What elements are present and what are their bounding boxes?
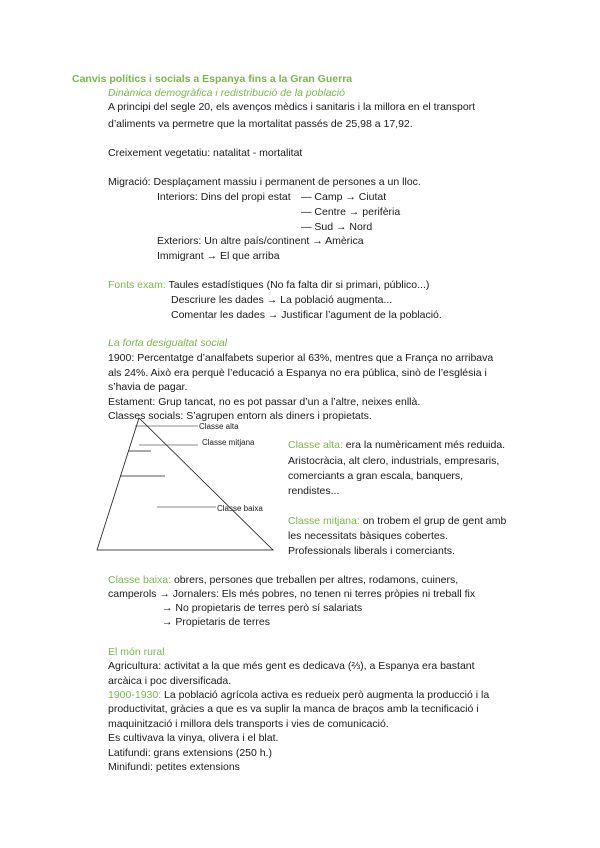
migracio-interiors-label: Interiors: Dins del propi estat	[157, 191, 291, 203]
migracio-interiors-item: — Sud → Nord	[301, 221, 373, 233]
page-title: Canvis polítics i socials a Espanya fins a la Gran Guerra	[72, 73, 353, 85]
classe-baixa-line-2: camperols → Jornalers: Els més pobres, no tenen ni terres pròpies ni treball fix	[108, 588, 476, 600]
classe-mitjana-line: les necessitats bàsiques cobertes.	[288, 530, 448, 542]
forta-line: s’havia de pagar.	[108, 381, 188, 393]
fonts-exam-text: Taules estadístiques (No fa falta dir si primari, público...)	[165, 279, 430, 291]
classe-alta-line: comerciants a gran escala, banquers,	[288, 470, 464, 482]
classe-alta-text: era la numèricament més reduida.	[342, 439, 506, 451]
classe-mitjana-line	[288, 514, 506, 528]
pyramid-label-baixa: Classe baixa	[217, 504, 263, 513]
classe-alta-label: Classe alta:	[288, 439, 343, 451]
classe-mitjana-label: Classe mitjana:	[288, 515, 360, 527]
period-text: La població agrícola activa es redueix però augmenta la producció i la	[161, 689, 490, 701]
migracio-exteriors: Exteriors: Un altre país/continent → Amèrica	[157, 235, 364, 247]
classe-alta-line: Aristocràcia, alt clero, industrials, empresaris,	[288, 455, 500, 467]
period-label: 1900-1930:	[108, 689, 162, 701]
cultivava-line: Es cultivava la vinya, olivera i el blat.	[108, 732, 279, 744]
migracio-immigrant: Immigrant → El que arriba	[157, 250, 280, 262]
classe-baixa-line-4: → Propietaris de terres	[162, 616, 270, 628]
classe-alta-line	[288, 438, 505, 452]
forta-line: Estament: Grup tancat, no es pot passar d’un a l’altre, neixes enllà.	[108, 396, 421, 408]
pyramid-label-mitjana: Classe mitjana	[202, 438, 255, 447]
classe-baixa-line-3: → No propietaris de terres però sí salariats	[162, 602, 363, 614]
section-subtitle: Dinàmica demogràfica i redistribució de la població	[108, 87, 345, 99]
forta-line: 1900: Percentatge d’analfabets superior al 63%, mentres que a França no arribava	[108, 352, 494, 364]
classe-alta-line: rendistes...	[288, 485, 340, 497]
migracio-interiors-item: — Camp → Ciutat	[301, 191, 387, 203]
agricultura-line-2: arcàica i poc diversificada.	[108, 675, 232, 687]
classe-baixa-text: obrers, persones que treballen per altres, rodamons, cuiners,	[171, 574, 459, 586]
mon-rural-heading: El món rural	[108, 646, 165, 658]
classe-baixa-line	[108, 573, 458, 587]
migracio-line: Migració: Desplaçament massiu i permanent de persones a un lloc.	[108, 176, 421, 188]
classe-mitjana-line: Professionals liberals i comerciants.	[288, 545, 455, 557]
intro-line-2: d’aliments va permetre que la mortalitat passés de 25,98 a 17,92.	[108, 118, 413, 130]
forta-line: Classes socials: S’agrupen entorn als diners i propietats.	[108, 410, 372, 422]
latifundi-line: Latifundi: grans extensions (250 h.)	[108, 747, 273, 759]
period-line-1	[108, 688, 489, 702]
period-line-2: productivitat, gràcies a que es va suplir la manca de braços amb la tecnificació i	[108, 703, 479, 715]
pyramid-label-alta: Classe alta	[199, 422, 239, 431]
migracio-interiors-item: — Centre → perifèria	[301, 206, 401, 218]
minifundi-line: Minifundi: petites extensions	[108, 761, 240, 773]
creixement-line: Creixement vegetatiu: natalitat - mortalitat	[108, 147, 303, 159]
forta-line: als 24%. Això era perquè l’educació a Espanya no era pública, sinò de l’església i	[108, 367, 487, 379]
forta-heading: La forta desigualtat social	[108, 337, 228, 349]
classe-mitjana-text: on trobem el grup de gent amb	[359, 515, 507, 527]
fonts-exam-line	[108, 278, 429, 292]
fonts-exam-label: Fonts exam:	[108, 279, 166, 291]
fonts-exam-line-3: Comentar les dades → Justificar l’agument de la població.	[171, 309, 442, 321]
classe-baixa-label: Classe baixa:	[108, 574, 172, 586]
fonts-exam-line-2: Descriure les dades → La població augmenta...	[171, 294, 393, 306]
period-line-3: maquinització i millora dels transports i vies de comunicació.	[108, 718, 389, 730]
agricultura-line-1: Agricultura: activitat a la que més gent es dedicava (⅔), a Espanya era bastant	[108, 660, 475, 672]
intro-line-1: A principi del segle 20, els avenços mèdics i sanitaris i la millora en el transport	[108, 101, 476, 113]
social-pyramid-diagram	[95, 412, 285, 554]
